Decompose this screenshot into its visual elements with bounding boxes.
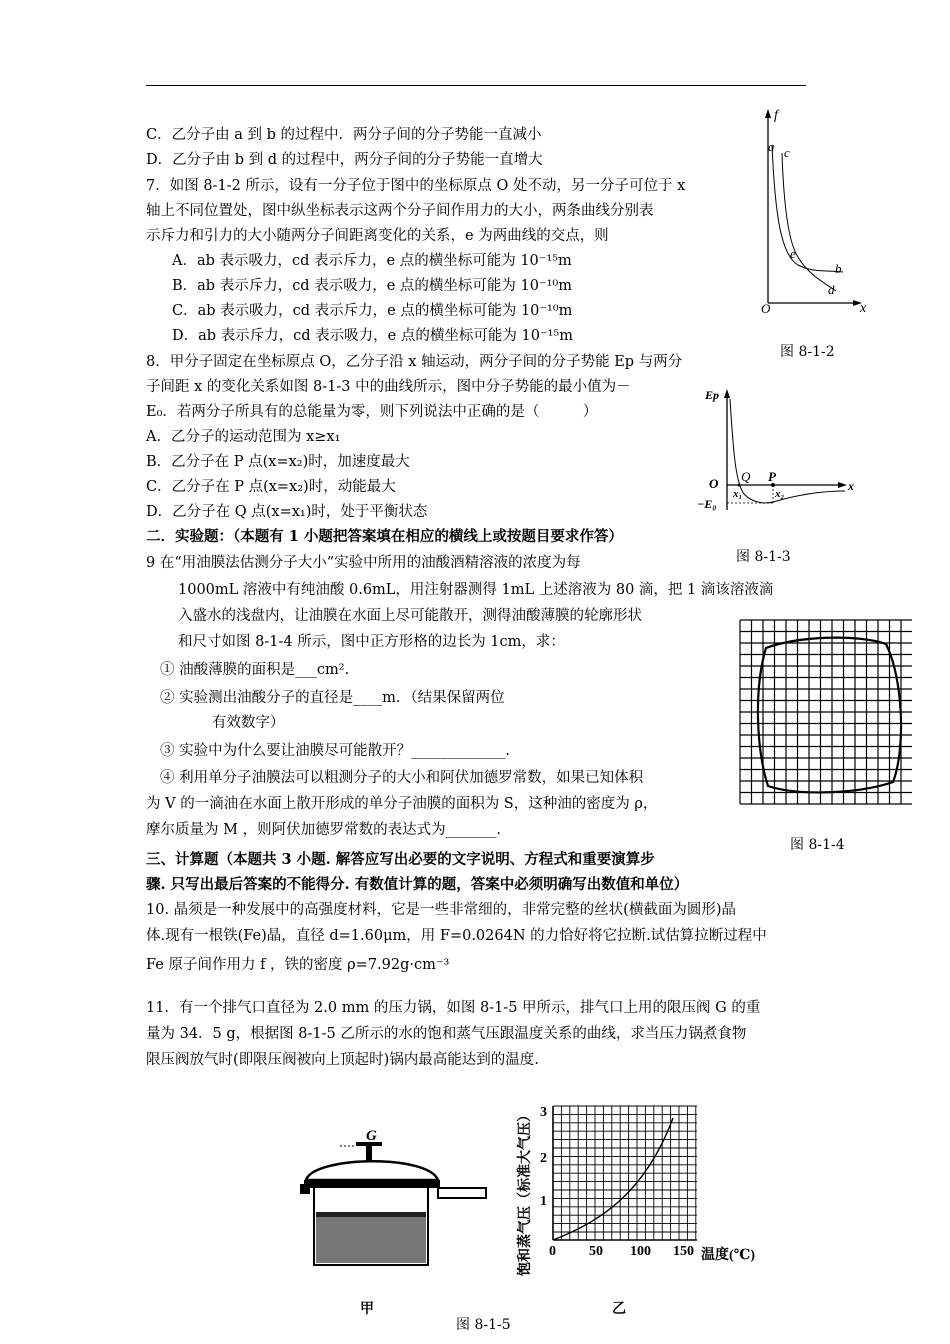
fig813-y-label: Ep	[705, 388, 720, 402]
fig812-label-a: a	[768, 139, 775, 154]
q9-sub-2-note: 有效数字）	[212, 715, 285, 731]
q8-option-b: B．乙分子在 P 点(x=x₂)时，加速度最大	[146, 454, 410, 470]
q9-stem-1: 9 在“用油膜法估测分子大小”实验中所用的油酸酒精溶液的浓度为每	[146, 555, 581, 571]
figure-8-1-2	[748, 105, 878, 320]
fig815-valve-label: G	[366, 1128, 377, 1144]
fig815-y-tick-2: 2	[540, 1151, 547, 1166]
q7-stem-3: 示斥力和引力的大小随两分子间距离变化的关系，e 为两曲线的交点，则	[146, 228, 609, 244]
fig815-x-tick-50: 50	[589, 1244, 603, 1259]
fig815-right-label: 乙	[612, 1301, 626, 1317]
q7-stem-1: 7．如图 8-1-2 所示，设有一分子位于图中的坐标原点 O 处不动，另一分子可位于 x	[146, 178, 686, 194]
section-3-heading-1: 三、计算题（本题共 3 小题. 解答应写出必要的文字说明、方程式和重要演算步	[146, 851, 655, 868]
fig812-label-d: d	[828, 282, 835, 297]
q9-stem-3: 入盛水的浅盘内，让油膜在水面上尽可能散开，测得油酸薄膜的轮廓形状	[178, 608, 642, 624]
fig815-x-tick-100: 100	[630, 1244, 651, 1259]
q8-option-c: C．乙分子在 P 点(x=x₂)时，动能最大	[146, 479, 396, 495]
q6-option-d: D．乙分子由 b 到 d 的过程中，两分子间的分子势能一直增大	[146, 152, 543, 168]
q8-stem-3: E₀．若两分子所具有的总能量为零，则下列说法中正确的是（ ）	[146, 404, 598, 420]
q7-option-b: B．ab 表示斥力，cd 表示吸力，e 点的横坐标可能为 10⁻¹⁰m	[172, 278, 572, 294]
fig815-y-label: 饱和蒸气压（标准大气压）	[518, 1108, 533, 1276]
figure-8-1-5-chart	[515, 1098, 775, 1283]
fig815-x-tick-150: 150	[673, 1244, 694, 1259]
fig812-x-label: x	[860, 301, 867, 316]
figure-8-1-4	[738, 618, 916, 808]
fig812-label-b: b	[835, 261, 842, 276]
fig813-origin: O	[709, 476, 719, 491]
q11-stem-2: 量为 34．5 g，根据图 8-1-5 乙所示的水的饱和蒸气压跟温度关系的曲线，求当压力锅煮食物	[146, 1026, 747, 1042]
fig812-label-c: c	[784, 145, 790, 160]
fig815-x-label: 温度(℃)	[701, 1248, 756, 1263]
q6-option-c: C．乙分子由 a 到 b 的过程中．两分子间的分子势能一直减小	[146, 127, 542, 143]
q10-stem-3: Fe 原子间作用力 f ，铁的密度 ρ=7.92g·cm⁻³	[146, 957, 450, 973]
figure-8-1-5-cooker	[292, 1128, 497, 1268]
fig815-x-tick-0: 0	[549, 1244, 556, 1259]
q8-stem-1: 8．甲分子固定在坐标原点 O，乙分子沿 x 轴运动，两分子间的分子势能 Ep 与两分	[146, 354, 683, 370]
fig813-caption: 图 8-1-3	[736, 549, 791, 565]
section-2-heading: 二．实验题：（本题有 1 小题把答案填在相应的横线上或按题目要求作答）	[146, 528, 623, 545]
section-3-heading-2: 骤. 只写出最后答案的不能得分. 有数值计算的题，答案中必须明确写出数值和单位）	[146, 876, 689, 893]
q8-option-a: A．乙分子的运动范围为 x≥x₁	[146, 429, 341, 445]
q9-sub-4-line-3: 摩尔质量为 M ，则阿伏加德罗常数的表达式为_______.	[146, 822, 501, 838]
fig812-y-label: f	[774, 108, 778, 123]
fig815-y-tick-1: 1	[540, 1194, 547, 1209]
q9-sub-4: ④ 利用单分子油膜法可以粗测分子的大小和阿伏加德罗常数，如果已知体积	[160, 770, 644, 786]
q10-stem-2: 体.现有一根铁(Fe)晶，直径 d=1.60μm，用 F=0.0264N 的力恰好将它拉断.试估算拉断过程中	[146, 928, 767, 944]
q8-stem-2: 子间距 x 的变化关系如图 8-1-3 中的曲线所示，图中分子势能的最小值为－	[146, 379, 631, 395]
q7-stem-2: 轴上不同位置处，图中纵坐标表示这两个分子间作用力的大小，两条曲线分别表	[146, 203, 654, 219]
fig815-left-label: 甲	[360, 1301, 374, 1317]
fig815-caption: 图 8-1-5	[456, 1317, 511, 1333]
fig812-origin: O	[761, 301, 771, 316]
header-rule	[146, 85, 806, 86]
q7-option-d: D．ab 表示斥力，cd 表示吸力，e 点的横坐标可能为 10⁻¹⁵m	[172, 328, 573, 344]
fig813-label-e0: −E₀	[697, 497, 717, 511]
figure-8-1-3	[695, 385, 860, 525]
q10-stem-1: 10. 晶须是一种发展中的高强度材料，它是一些非常细的，非常完整的丝状(横截面为圆形)晶	[146, 902, 736, 918]
q9-stem-4: 和尺寸如图 8-1-4 所示，图中正方形格的边长为 1cm，求：	[178, 634, 565, 650]
q9-sub-1: ① 油酸薄膜的面积是___cm².	[160, 662, 350, 678]
q9-sub-3: ③ 实验中为什么要让油膜尽可能散开？_____________.	[160, 743, 510, 759]
q7-option-a: A．ab 表示吸力，cd 表示斥力，e 点的横坐标可能为 10⁻¹⁵m	[172, 253, 572, 269]
q11-stem-3: 限压阀放气时(即限压阀被向上顶起时)锅内最高能达到的温度.	[146, 1052, 539, 1068]
fig813-label-q: Q	[741, 469, 751, 484]
fig813-label-p: P	[768, 469, 776, 484]
fig813-x-label: x	[848, 479, 854, 493]
q7-option-c: C．ab 表示吸力，cd 表示斥力，e 点的横坐标可能为 10⁻¹⁰m	[172, 303, 573, 319]
q11-stem-1: 11．有一个排气口直径为 2.0 mm 的压力锅，如图 8-1-5 甲所示，排气口上用的限压阀 G 的重	[146, 1000, 761, 1016]
fig812-label-e: e	[790, 246, 796, 261]
fig813-label-x2: x₂	[775, 488, 785, 500]
q8-option-d: D．乙分子在 Q 点(x=x₁)时，处于平衡状态	[146, 504, 428, 520]
fig812-caption: 图 8-1-2	[780, 344, 835, 360]
fig815-y-tick-3: 3	[540, 1105, 547, 1120]
q9-stem-2: 1000mL 溶液中有纯油酸 0.6mL，用注射器测得 1mL 上述溶液为 80 滴，把 1 滴该溶液滴	[178, 582, 774, 598]
q9-sub-2: ② 实验测出油酸分子的直径是____m．（结果保留两位	[160, 690, 505, 706]
fig813-label-x1: x₁	[733, 488, 743, 500]
fig814-caption: 图 8-1-4	[790, 837, 845, 853]
q9-sub-4-line-2: 为 V 的一滴油在水面上散开形成的单分子油膜的面积为 S，这种油的密度为 ρ，	[146, 796, 658, 812]
